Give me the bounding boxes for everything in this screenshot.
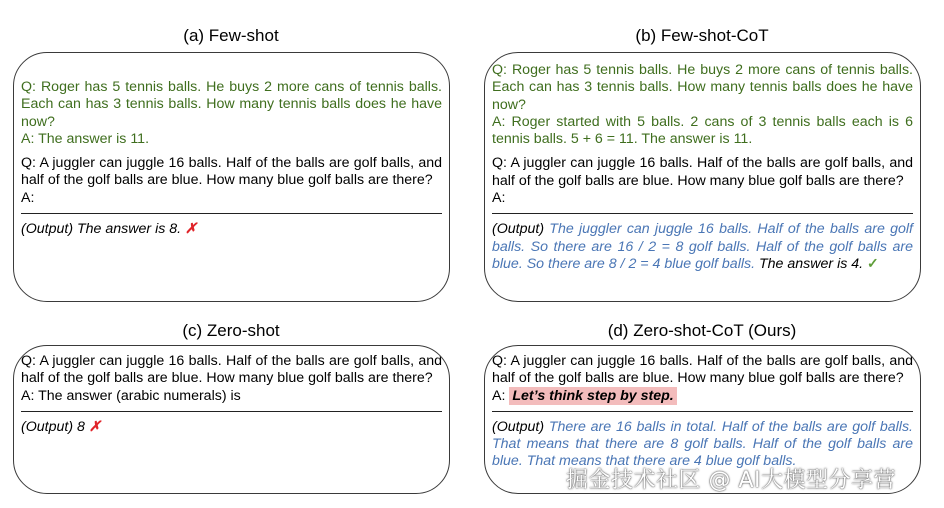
- panel-b-example-answer: A: Roger started with 5 balls. 2 cans of 3 tennis balls each is 6 tennis balls. 5 + 6 = 11. The answer is 11.: [492, 113, 913, 148]
- panel-d-divider: [492, 411, 913, 412]
- panel-c-output-label: (Output): [21, 418, 74, 435]
- cross-icon: ✗: [185, 221, 197, 238]
- panel-b-question: Q: A juggler can juggle 16 balls. Half of the balls are golf balls, and half of the golf balls are blue. How many blue golf balls are there?: [492, 155, 913, 189]
- panel-d-question: Q: A juggler can juggle 16 balls. Half of the balls are golf balls, and half of the golf balls are blue. How many blue golf balls are there?: [492, 353, 913, 387]
- check-icon: ✓: [867, 255, 879, 272]
- panel-d-output-label: (Output): [492, 418, 545, 435]
- panel-d-output: [492, 419, 913, 471]
- panel-b-title: (b) Few-shot-CoT: [635, 26, 769, 45]
- panel-b-divider: [492, 213, 913, 214]
- panel-c-question: Q: A juggler can juggle 16 balls. Half of the balls are golf balls, and half of the golf balls are blue. How many blue golf balls are there?: [21, 353, 442, 387]
- panel-a-output-label: (Output): [21, 221, 74, 238]
- panel-b-output-label: (Output): [492, 221, 545, 238]
- panel-b-output-answer: The answer is 4.: [759, 255, 864, 272]
- panel-d-answer-prompt: [492, 388, 913, 405]
- panel-b-output-reasoning: The juggler can juggle 16 balls. Half of the balls are golf balls. So there are 16 / 2 = 8 golf balls. Half of the golf balls are blue. So there are 8 / 2 = 4 blue golf balls.: [492, 221, 913, 272]
- panel-b-example-question: Q: Roger has 5 tennis balls. He buys 2 more cans of tennis balls. Each can has 3 tennis balls. How many tennis balls does he have now?: [492, 62, 913, 113]
- watermark: 掘金技术社区 @ AI大模型分享营: [566, 468, 897, 493]
- panel-a-box: [13, 52, 450, 302]
- panel-b-output: [492, 221, 913, 273]
- panel-a-example-question: Q: Roger has 5 tennis balls. He buys 2 more cans of tennis balls. Each can has 3 tennis balls. How many tennis balls does he have now?: [21, 79, 442, 130]
- panel-a-example-answer: A: The answer is 11.: [21, 130, 150, 147]
- panel-a-output-text: The answer is 8.: [77, 221, 182, 238]
- panel-a-divider: [21, 213, 442, 214]
- panel-c-answer-prompt: A: The answer (arabic numerals) is: [21, 387, 241, 404]
- panel-d-answer-prefix: A:: [492, 387, 506, 404]
- cross-icon: ✗: [88, 418, 101, 435]
- panel-b-answer-prompt: A:: [492, 190, 506, 207]
- panel-d-trigger-phrase: Let’s think step by step.: [509, 387, 676, 405]
- panel-c-box: [13, 345, 450, 494]
- panel-c-title: (c) Zero-shot: [182, 321, 280, 340]
- panel-a-output: [21, 221, 442, 238]
- panel-d-output-reasoning: There are 16 balls in total. Half of the balls are golf balls. That means that there are 8 golf balls. Half of the golf balls are blue. That means that there are 4 blue golf balls.: [492, 418, 913, 470]
- panel-b-box: [484, 52, 921, 302]
- panel-a-title: (a) Few-shot: [183, 26, 279, 45]
- panel-c-divider: [21, 411, 442, 412]
- panel-c-output-text: 8: [77, 418, 85, 435]
- panel-a-question: Q: A juggler can juggle 16 balls. Half of the balls are golf balls, and half of the golf balls are blue. How many blue golf balls are there?: [21, 155, 442, 189]
- panel-c-output: [21, 419, 442, 436]
- panel-d-title: (d) Zero-shot-CoT (Ours): [607, 321, 797, 340]
- panel-a-answer-prompt: A:: [21, 189, 35, 206]
